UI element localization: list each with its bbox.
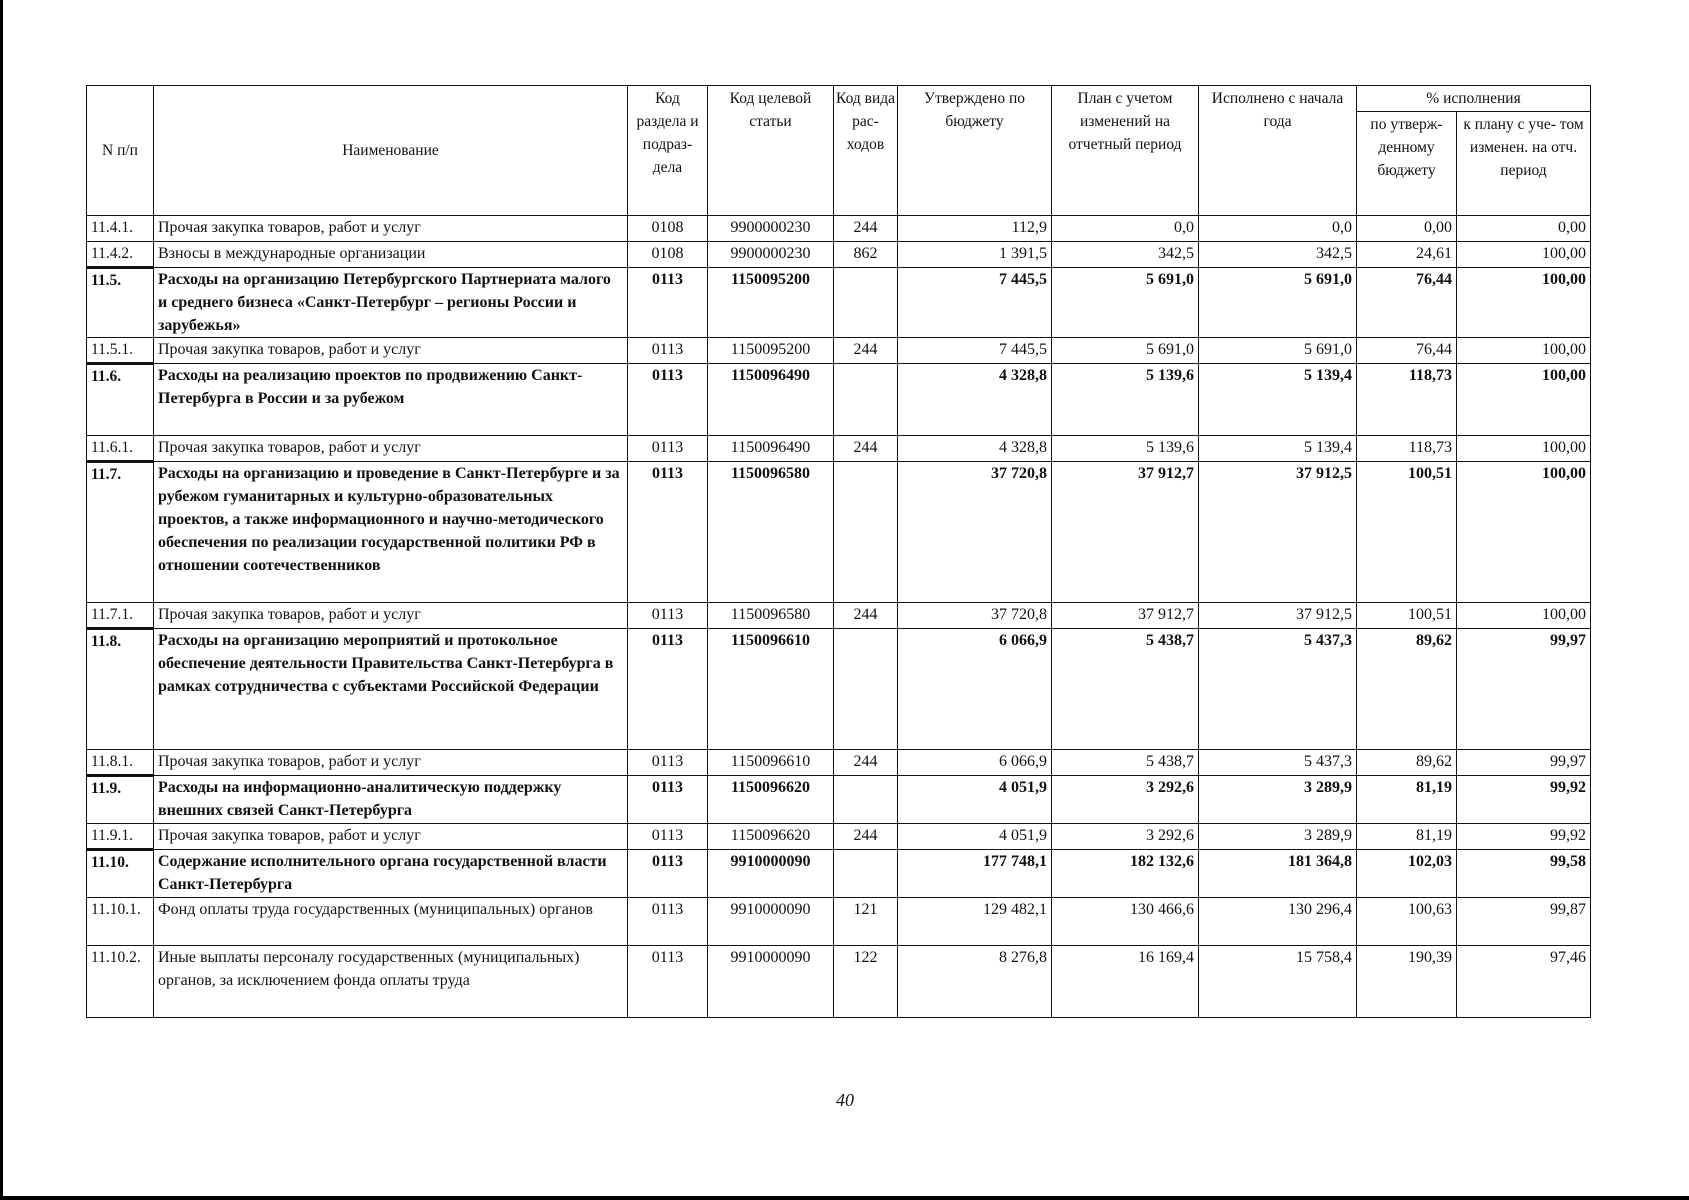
row-approved: 1 391,5: [898, 242, 1052, 268]
row-plan: 5 139,6: [1052, 364, 1199, 436]
row-approved: 129 482,1: [898, 898, 1052, 946]
table-row-group: [87, 776, 1591, 824]
row-num: 11.5.: [87, 268, 154, 338]
row-executed: 5 139,4: [1199, 436, 1357, 462]
row-pct-approved: 100,63: [1357, 898, 1457, 946]
header-section-code: Код раздела и подраз- дела: [628, 86, 708, 216]
scan-bottom-edge: [0, 1196, 1689, 1200]
row-plan: 3 292,6: [1052, 776, 1199, 824]
header-target-code: Код целевой статьи: [708, 86, 834, 216]
row-pct-plan: 99,87: [1457, 898, 1591, 946]
row-plan: 5 438,7: [1052, 629, 1199, 750]
row-pct-plan: 100,00: [1457, 268, 1591, 338]
row-executed: 37 912,5: [1199, 603, 1357, 629]
row-plan: 182 132,6: [1052, 850, 1199, 898]
row-pct-plan: 0,00: [1457, 216, 1591, 242]
row-target-code: 9900000230: [708, 242, 834, 268]
row-plan: 3 292,6: [1052, 824, 1199, 850]
row-section-code: 0113: [628, 364, 708, 436]
row-section-code: 0113: [628, 338, 708, 364]
row-executed: 5 691,0: [1199, 338, 1357, 364]
table-row-group: [87, 268, 1591, 338]
row-section-code: 0113: [628, 750, 708, 776]
row-name: Прочая закупка товаров, работ и услуг: [154, 603, 628, 629]
row-pct-plan: 100,00: [1457, 242, 1591, 268]
row-pct-approved: 118,73: [1357, 364, 1457, 436]
row-name: Содержание исполнительного органа государственной власти Санкт-Петербурга: [154, 850, 628, 898]
row-pct-approved: 24,61: [1357, 242, 1457, 268]
row-approved: 37 720,8: [898, 603, 1052, 629]
row-num: 11.4.2.: [87, 242, 154, 268]
row-expense-type: 121: [834, 898, 898, 946]
table-row-group: [87, 364, 1591, 436]
row-approved: 4 051,9: [898, 776, 1052, 824]
row-target-code: 9910000090: [708, 898, 834, 946]
header-name: Наименование: [154, 86, 628, 216]
row-name: Прочая закупка товаров, работ и услуг: [154, 338, 628, 364]
row-pct-approved: 76,44: [1357, 268, 1457, 338]
row-pct-plan: 100,00: [1457, 338, 1591, 364]
row-plan: 5 139,6: [1052, 436, 1199, 462]
table-row: [87, 750, 1591, 776]
row-pct-plan: 100,00: [1457, 436, 1591, 462]
row-pct-approved: 89,62: [1357, 629, 1457, 750]
row-target-code: 1150096620: [708, 776, 834, 824]
scan-left-edge: [0, 0, 3, 1200]
row-section-code: 0108: [628, 242, 708, 268]
row-num: 11.10.1.: [87, 898, 154, 946]
header-plan: План с учетом изменений на отчетный период: [1052, 86, 1199, 216]
row-approved: 8 276,8: [898, 946, 1052, 1018]
row-name: Расходы на реализацию проектов по продвижению Санкт-Петербурга в России и за рубежом: [154, 364, 628, 436]
header-pct-plan: к плану с уче- том изменен. на отч. период: [1457, 112, 1591, 216]
row-pct-approved: 76,44: [1357, 338, 1457, 364]
row-executed: 5 437,3: [1199, 629, 1357, 750]
row-name: Прочая закупка товаров, работ и услуг: [154, 824, 628, 850]
table-row: [87, 436, 1591, 462]
row-expense-type: [834, 629, 898, 750]
row-expense-type: [834, 462, 898, 603]
row-executed: 3 289,9: [1199, 776, 1357, 824]
row-num: 11.9.1.: [87, 824, 154, 850]
row-section-code: 0113: [628, 268, 708, 338]
row-plan: 130 466,6: [1052, 898, 1199, 946]
row-pct-plan: 100,00: [1457, 603, 1591, 629]
row-target-code: 9910000090: [708, 946, 834, 1018]
row-target-code: 1150096490: [708, 436, 834, 462]
row-executed: 0,0: [1199, 216, 1357, 242]
row-section-code: 0113: [628, 603, 708, 629]
row-executed: 5 691,0: [1199, 268, 1357, 338]
row-target-code: 1150095200: [708, 338, 834, 364]
table-row: [87, 216, 1591, 242]
row-pct-approved: 190,39: [1357, 946, 1457, 1018]
row-name: Прочая закупка товаров, работ и услуг: [154, 216, 628, 242]
table-row: [87, 946, 1591, 1018]
row-num: 11.10.: [87, 850, 154, 898]
row-num: 11.4.1.: [87, 216, 154, 242]
row-name: Расходы на организацию мероприятий и протокольное обеспечение деятельности Правительства Санкт-Петербурга в рамках сотрудничества с субъектами Российской Федерации: [154, 629, 628, 750]
row-expense-type: 244: [834, 338, 898, 364]
row-plan: 5 438,7: [1052, 750, 1199, 776]
row-expense-type: [834, 268, 898, 338]
row-approved: 4 328,8: [898, 436, 1052, 462]
row-pct-approved: 100,51: [1357, 603, 1457, 629]
row-num: 11.9.: [87, 776, 154, 824]
header-expense-type-code: Код вида рас- ходов: [834, 86, 898, 216]
row-name: Взносы в международные организации: [154, 242, 628, 268]
row-pct-approved: 81,19: [1357, 824, 1457, 850]
header-approved: Утверждено по бюджету: [898, 86, 1052, 216]
table-row-group: [87, 850, 1591, 898]
row-pct-approved: 102,03: [1357, 850, 1457, 898]
row-plan: 37 912,7: [1052, 603, 1199, 629]
row-target-code: 9900000230: [708, 216, 834, 242]
row-pct-approved: 118,73: [1357, 436, 1457, 462]
header-num: N п/п: [87, 86, 154, 216]
row-approved: 6 066,9: [898, 750, 1052, 776]
row-section-code: 0113: [628, 898, 708, 946]
row-name: Прочая закупка товаров, работ и услуг: [154, 750, 628, 776]
header-executed: Исполнено с начала года: [1199, 86, 1357, 216]
table-row-group: [87, 629, 1591, 750]
table-row: [87, 603, 1591, 629]
row-executed: 130 296,4: [1199, 898, 1357, 946]
row-section-code: 0113: [628, 850, 708, 898]
row-name: Фонд оплаты труда государственных (муниципальных) органов: [154, 898, 628, 946]
table-row: [87, 898, 1591, 946]
row-approved: 7 445,5: [898, 268, 1052, 338]
row-pct-plan: 97,46: [1457, 946, 1591, 1018]
row-pct-plan: 100,00: [1457, 364, 1591, 436]
header-pct-approved: по утверж- денному бюджету: [1357, 112, 1457, 216]
row-pct-approved: 100,51: [1357, 462, 1457, 603]
row-expense-type: 244: [834, 824, 898, 850]
row-num: 11.10.2.: [87, 946, 154, 1018]
table-row: [87, 338, 1591, 364]
row-target-code: 1150096580: [708, 603, 834, 629]
row-expense-type: 862: [834, 242, 898, 268]
row-pct-approved: 89,62: [1357, 750, 1457, 776]
row-executed: 5 139,4: [1199, 364, 1357, 436]
row-target-code: 1150095200: [708, 268, 834, 338]
row-expense-type: 122: [834, 946, 898, 1018]
row-plan: 5 691,0: [1052, 338, 1199, 364]
row-pct-approved: 0,00: [1357, 216, 1457, 242]
row-name: Прочая закупка товаров, работ и услуг: [154, 436, 628, 462]
row-expense-type: [834, 364, 898, 436]
row-num: 11.6.: [87, 364, 154, 436]
row-pct-approved: 81,19: [1357, 776, 1457, 824]
row-num: 11.8.: [87, 629, 154, 750]
row-pct-plan: 99,97: [1457, 629, 1591, 750]
table-row-group: [87, 462, 1591, 603]
row-section-code: 0113: [628, 776, 708, 824]
row-plan: 5 691,0: [1052, 268, 1199, 338]
row-expense-type: [834, 776, 898, 824]
table-row: [87, 242, 1591, 268]
row-expense-type: 244: [834, 436, 898, 462]
row-section-code: 0113: [628, 629, 708, 750]
row-plan: 16 169,4: [1052, 946, 1199, 1018]
row-target-code: 1150096580: [708, 462, 834, 603]
row-approved: 4 051,9: [898, 824, 1052, 850]
row-plan: 37 912,7: [1052, 462, 1199, 603]
budget-execution-table: [86, 85, 1591, 1018]
row-num: 11.7.: [87, 462, 154, 603]
row-plan: 342,5: [1052, 242, 1199, 268]
row-name: Расходы на организацию и проведение в Санкт-Петербурге и за рубежом гуманитарных и культурно-образовательных проектов, а также информационного и научно-методического обеспечения по реализации государственной политики РФ в отношении соотечественников: [154, 462, 628, 603]
row-num: 11.8.1.: [87, 750, 154, 776]
row-name: Иные выплаты персоналу государственных (муниципальных) органов, за исключением фонда оплаты труда: [154, 946, 628, 1018]
row-target-code: 1150096610: [708, 629, 834, 750]
row-executed: 37 912,5: [1199, 462, 1357, 603]
row-approved: 7 445,5: [898, 338, 1052, 364]
row-name: Расходы на организацию Петербургского Партнериата малого и среднего бизнеса «Санкт-Петербург – регионы России и зарубежья»: [154, 268, 628, 338]
row-section-code: 0113: [628, 462, 708, 603]
row-expense-type: 244: [834, 216, 898, 242]
row-section-code: 0113: [628, 824, 708, 850]
row-approved: 37 720,8: [898, 462, 1052, 603]
row-name: Расходы на информационно-аналитическую поддержку внешних связей Санкт-Петербурга: [154, 776, 628, 824]
row-num: 11.5.1.: [87, 338, 154, 364]
row-pct-plan: 99,58: [1457, 850, 1591, 898]
row-section-code: 0108: [628, 216, 708, 242]
row-pct-plan: 100,00: [1457, 462, 1591, 603]
row-plan: 0,0: [1052, 216, 1199, 242]
row-target-code: 1150096620: [708, 824, 834, 850]
table-row: [87, 824, 1591, 850]
row-expense-type: [834, 850, 898, 898]
row-pct-plan: 99,92: [1457, 776, 1591, 824]
row-executed: 181 364,8: [1199, 850, 1357, 898]
row-section-code: 0113: [628, 946, 708, 1018]
row-executed: 342,5: [1199, 242, 1357, 268]
row-approved: 6 066,9: [898, 629, 1052, 750]
row-approved: 177 748,1: [898, 850, 1052, 898]
row-expense-type: 244: [834, 750, 898, 776]
row-target-code: 9910000090: [708, 850, 834, 898]
header-pct-group: % исполнения: [1357, 86, 1591, 112]
row-approved: 112,9: [898, 216, 1052, 242]
row-expense-type: 244: [834, 603, 898, 629]
row-section-code: 0113: [628, 436, 708, 462]
row-pct-plan: 99,92: [1457, 824, 1591, 850]
row-num: 11.6.1.: [87, 436, 154, 462]
page-number: 40: [836, 1090, 854, 1110]
row-executed: 5 437,3: [1199, 750, 1357, 776]
row-pct-plan: 99,97: [1457, 750, 1591, 776]
row-target-code: 1150096490: [708, 364, 834, 436]
row-approved: 4 328,8: [898, 364, 1052, 436]
row-executed: 15 758,4: [1199, 946, 1357, 1018]
row-target-code: 1150096610: [708, 750, 834, 776]
row-num: 11.7.1.: [87, 603, 154, 629]
row-executed: 3 289,9: [1199, 824, 1357, 850]
